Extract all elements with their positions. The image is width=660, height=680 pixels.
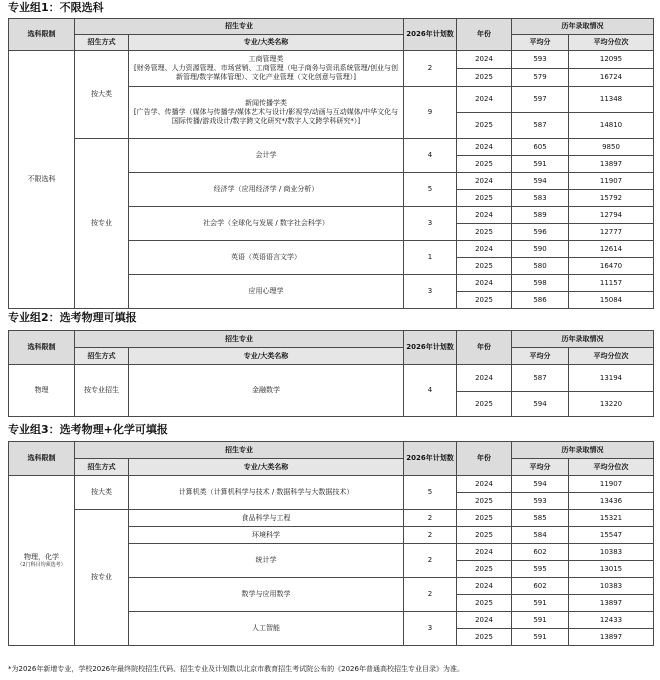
- year-cell: 2024: [457, 51, 512, 69]
- method-cell: 按专业: [75, 510, 129, 646]
- major-cell: 计算机类（计算机科学与技术 / 数据科学与大数据技术）: [129, 476, 404, 510]
- rank-cell: 12614: [569, 241, 654, 258]
- header-method: 招生方式: [75, 35, 129, 51]
- year-cell: 2024: [457, 476, 512, 493]
- year-cell: 2025: [457, 510, 512, 527]
- year-cell: 2025: [457, 392, 512, 417]
- rank-cell: 13220: [569, 392, 654, 417]
- rank-cell: 15321: [569, 510, 654, 527]
- header-count: 2026年计划数: [404, 331, 457, 365]
- rank-cell: 16724: [569, 69, 654, 87]
- year-cell: 2025: [457, 224, 512, 241]
- score-cell: 589: [512, 207, 569, 224]
- header-plan: 招生专业: [75, 331, 404, 348]
- year-cell: 2024: [457, 87, 512, 113]
- score-cell: 587: [512, 113, 569, 139]
- group2-title: 专业组2：选考物理可填报: [8, 311, 137, 324]
- rank-cell: 11157: [569, 275, 654, 292]
- score-cell: 596: [512, 224, 569, 241]
- major-cell: 人工智能: [129, 612, 404, 646]
- rank-cell: 12095: [569, 51, 654, 69]
- method-cell: 按专业招生: [75, 365, 129, 417]
- year-cell: 2025: [457, 493, 512, 510]
- major-cell: 数学与应用数学: [129, 578, 404, 612]
- header-plan: 招生专业: [75, 19, 404, 35]
- score-cell: 579: [512, 69, 569, 87]
- score-cell: 602: [512, 578, 569, 595]
- header-major: 专业/大类名称: [129, 35, 404, 51]
- group2-table: [8, 330, 654, 417]
- group3-table: [8, 441, 654, 646]
- count-cell: 3: [404, 612, 457, 646]
- year-cell: 2024: [457, 612, 512, 629]
- rank-cell: 12794: [569, 207, 654, 224]
- count-cell: 1: [404, 241, 457, 275]
- score-cell: 587: [512, 365, 569, 392]
- score-cell: 605: [512, 139, 569, 156]
- year-cell: 2024: [457, 207, 512, 224]
- rank-cell: 13897: [569, 156, 654, 173]
- header-history: 历年录取情况: [512, 19, 654, 35]
- count-cell: 5: [404, 476, 457, 510]
- year-cell: 2025: [457, 156, 512, 173]
- rank-cell: 14810: [569, 113, 654, 139]
- year-cell: 2024: [457, 578, 512, 595]
- score-cell: 602: [512, 544, 569, 561]
- rank-cell: 10383: [569, 578, 654, 595]
- subject-note: （2门科目均须选考）: [17, 561, 66, 568]
- header-major: 专业/大类名称: [129, 348, 404, 365]
- count-cell: 9: [404, 87, 457, 139]
- rank-cell: 15547: [569, 527, 654, 544]
- major-cell: 应用心理学: [129, 275, 404, 309]
- major-cell: 统计学: [129, 544, 404, 578]
- header-avg-rank: 平均分位次: [569, 459, 654, 476]
- year-cell: 2025: [457, 190, 512, 207]
- count-cell: 2: [404, 578, 457, 612]
- subject-text: 物理，化学: [24, 552, 59, 561]
- major-cell: 英语（英语语言文学）: [129, 241, 404, 275]
- score-cell: 583: [512, 190, 569, 207]
- header-history: 历年录取情况: [512, 331, 654, 348]
- header-year: 年份: [457, 331, 512, 365]
- count-cell: 2: [404, 51, 457, 87]
- year-cell: 2025: [457, 258, 512, 275]
- major-cell: 金融数学: [129, 365, 404, 417]
- group3-title: 专业组3：选考物理+化学可填报: [8, 423, 168, 436]
- header-avg-score: 平均分: [512, 459, 569, 476]
- header-avg-score: 平均分: [512, 35, 569, 51]
- header-method: 招生方式: [75, 348, 129, 365]
- score-cell: 585: [512, 510, 569, 527]
- header-count: 2026年计划数: [404, 19, 457, 51]
- score-cell: 597: [512, 87, 569, 113]
- footnote: *为2026年新增专业，学校2026年最终院校招生代码、招生专业及计划数以北京市教育招生考试院公布的《2026年普通高校招生专业目录》为准。: [8, 665, 464, 673]
- header-category: 选科限制: [9, 19, 75, 51]
- header-major: 专业/大类名称: [129, 459, 404, 476]
- method-cell: 按大类: [75, 476, 129, 510]
- header-category: 选科限制: [9, 331, 75, 365]
- header-plan: 招生专业: [75, 442, 404, 459]
- year-cell: 2025: [457, 595, 512, 612]
- score-cell: 593: [512, 493, 569, 510]
- rank-cell: 11907: [569, 476, 654, 493]
- rank-cell: 13015: [569, 561, 654, 578]
- rank-cell: 15792: [569, 190, 654, 207]
- score-cell: 594: [512, 392, 569, 417]
- major-cell: 社会学（全球化与发展 / 数字社会科学）: [129, 207, 404, 241]
- score-cell: 591: [512, 612, 569, 629]
- major-name: 工商管理类: [248, 55, 284, 63]
- group1-table: [8, 18, 654, 309]
- score-cell: 591: [512, 629, 569, 646]
- count-cell: 3: [404, 275, 457, 309]
- score-cell: 594: [512, 173, 569, 190]
- header-history: 历年录取情况: [512, 442, 654, 459]
- score-cell: 580: [512, 258, 569, 275]
- score-cell: 598: [512, 275, 569, 292]
- rank-cell: 12433: [569, 612, 654, 629]
- count-cell: 4: [404, 139, 457, 173]
- score-cell: 591: [512, 595, 569, 612]
- score-cell: 590: [512, 241, 569, 258]
- header-year: 年份: [457, 442, 512, 476]
- score-cell: 586: [512, 292, 569, 309]
- rank-cell: 11348: [569, 87, 654, 113]
- header-avg-rank: 平均分位次: [569, 348, 654, 365]
- count-cell: 2: [404, 527, 457, 544]
- header-method: 招生方式: [75, 459, 129, 476]
- header-year: 年份: [457, 19, 512, 51]
- year-cell: 2024: [457, 275, 512, 292]
- header-category: 选科限制: [9, 442, 75, 476]
- header-avg-rank: 平均分位次: [569, 35, 654, 51]
- rank-cell: 9850: [569, 139, 654, 156]
- header-count: 2026年计划数: [404, 442, 457, 476]
- score-cell: 591: [512, 156, 569, 173]
- rank-cell: 13897: [569, 595, 654, 612]
- subject-cell: [9, 476, 75, 646]
- major-cell: [129, 87, 404, 139]
- year-cell: 2025: [457, 629, 512, 646]
- method-cell: 按大类: [75, 51, 129, 139]
- rank-cell: 16470: [569, 258, 654, 275]
- rank-cell: 13194: [569, 365, 654, 392]
- method-cell: 按专业: [75, 139, 129, 309]
- header-avg-score: 平均分: [512, 348, 569, 365]
- count-cell: 5: [404, 173, 457, 207]
- major-cell: 会计学: [129, 139, 404, 173]
- year-cell: 2024: [457, 241, 512, 258]
- count-cell: 3: [404, 207, 457, 241]
- major-detail: [财务管理、人力资源管理、市场营销、工商管理（电子商务与资讯系统管理/创业与创新管理/数字媒体管理）、文化产业管理（文化创意与管理）]: [133, 64, 399, 81]
- score-cell: 584: [512, 527, 569, 544]
- major-cell: 经济学（应用经济学 / 商业分析）: [129, 173, 404, 207]
- major-cell: 食品科学与工程: [129, 510, 404, 527]
- year-cell: 2025: [457, 527, 512, 544]
- year-cell: 2024: [457, 139, 512, 156]
- major-detail: [广告学、传播学（媒体与传播学/媒体艺术与设计/影视学/动画与互动媒体/中华文化与国际传播/游戏设计/数字跨文化研究*/数字人文跨学科研究*）]: [133, 108, 399, 125]
- year-cell: 2025: [457, 69, 512, 87]
- rank-cell: 13436: [569, 493, 654, 510]
- rank-cell: 12777: [569, 224, 654, 241]
- rank-cell: 10383: [569, 544, 654, 561]
- score-cell: 594: [512, 476, 569, 493]
- rank-cell: 15084: [569, 292, 654, 309]
- year-cell: 2025: [457, 561, 512, 578]
- count-cell: 4: [404, 365, 457, 417]
- group1-title: 专业组1：不限选科: [8, 1, 104, 14]
- major-cell: [129, 51, 404, 87]
- major-name: 新闻传播学类: [245, 99, 287, 107]
- year-cell: 2025: [457, 292, 512, 309]
- score-cell: 593: [512, 51, 569, 69]
- subject-cell: 不限选科: [9, 51, 75, 309]
- major-cell: 环境科学: [129, 527, 404, 544]
- year-cell: 2024: [457, 544, 512, 561]
- score-cell: 595: [512, 561, 569, 578]
- subject-cell: 物理: [9, 365, 75, 417]
- count-cell: 2: [404, 544, 457, 578]
- count-cell: 2: [404, 510, 457, 527]
- year-cell: 2025: [457, 113, 512, 139]
- year-cell: 2024: [457, 365, 512, 392]
- rank-cell: 11907: [569, 173, 654, 190]
- year-cell: 2024: [457, 173, 512, 190]
- rank-cell: 13897: [569, 629, 654, 646]
